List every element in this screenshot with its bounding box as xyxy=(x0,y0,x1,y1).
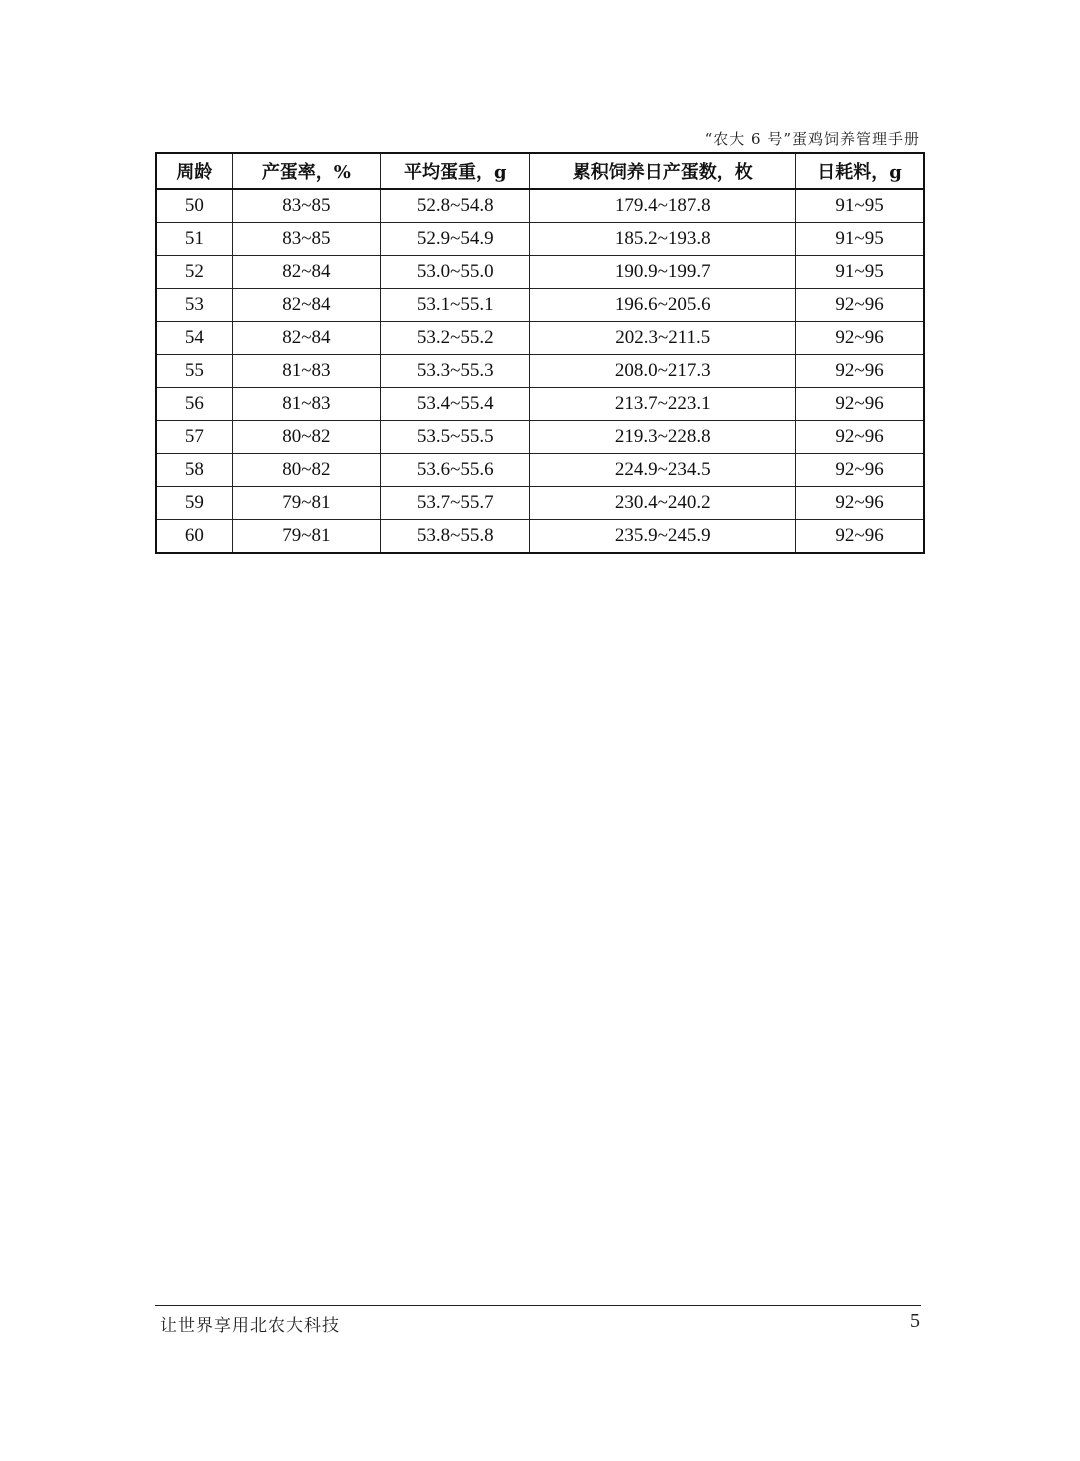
cell-laying-rate: 82~84 xyxy=(232,289,380,322)
table-header-row xyxy=(156,153,924,189)
footer-slogan: 让世界享用北农大科技 xyxy=(160,1316,340,1336)
cell-week-age: 51 xyxy=(156,223,232,256)
table-row xyxy=(156,322,924,355)
column-header-avg-egg-weight: 平均蛋重，g xyxy=(381,153,530,189)
table-row xyxy=(156,388,924,421)
cell-avg-egg-weight: 53.6~55.6 xyxy=(381,454,530,487)
cell-daily-feed: 91~95 xyxy=(796,189,924,223)
cell-laying-rate: 80~82 xyxy=(232,421,380,454)
cell-laying-rate: 81~83 xyxy=(232,388,380,421)
table-row xyxy=(156,223,924,256)
page-number: 5 xyxy=(910,1310,920,1332)
cell-week-age: 58 xyxy=(156,454,232,487)
table-row xyxy=(156,355,924,388)
cell-avg-egg-weight: 53.8~55.8 xyxy=(381,520,530,554)
table-row xyxy=(156,487,924,520)
cell-week-age: 52 xyxy=(156,256,232,289)
cell-avg-egg-weight: 52.9~54.9 xyxy=(381,223,530,256)
table-body xyxy=(156,189,924,553)
table-row xyxy=(156,189,924,223)
column-header-daily-feed: 日耗料，g xyxy=(796,153,924,189)
cell-cumulative-eggs: 185.2~193.8 xyxy=(530,223,796,256)
cell-laying-rate: 83~85 xyxy=(232,223,380,256)
cell-week-age: 59 xyxy=(156,487,232,520)
cell-week-age: 54 xyxy=(156,322,232,355)
cell-cumulative-eggs: 224.9~234.5 xyxy=(530,454,796,487)
footer-divider xyxy=(155,1305,921,1306)
column-header-laying-rate: 产蛋率，% xyxy=(232,153,380,189)
cell-cumulative-eggs: 219.3~228.8 xyxy=(530,421,796,454)
table-row xyxy=(156,256,924,289)
running-header-title: “农大 6 号”蛋鸡饲养管理手册 xyxy=(704,130,920,148)
cell-laying-rate: 79~81 xyxy=(232,487,380,520)
cell-laying-rate: 81~83 xyxy=(232,355,380,388)
cell-laying-rate: 79~81 xyxy=(232,520,380,554)
cell-avg-egg-weight: 53.3~55.3 xyxy=(381,355,530,388)
cell-week-age: 53 xyxy=(156,289,232,322)
production-performance-table xyxy=(155,152,925,554)
cell-cumulative-eggs: 202.3~211.5 xyxy=(530,322,796,355)
cell-daily-feed: 92~96 xyxy=(796,322,924,355)
cell-avg-egg-weight: 53.0~55.0 xyxy=(381,256,530,289)
cell-week-age: 56 xyxy=(156,388,232,421)
cell-laying-rate: 83~85 xyxy=(232,189,380,223)
cell-week-age: 60 xyxy=(156,520,232,554)
cell-daily-feed: 92~96 xyxy=(796,520,924,554)
table-row xyxy=(156,454,924,487)
cell-cumulative-eggs: 190.9~199.7 xyxy=(530,256,796,289)
cell-cumulative-eggs: 196.6~205.6 xyxy=(530,289,796,322)
cell-cumulative-eggs: 230.4~240.2 xyxy=(530,487,796,520)
cell-avg-egg-weight: 53.5~55.5 xyxy=(381,421,530,454)
cell-cumulative-eggs: 179.4~187.8 xyxy=(530,189,796,223)
cell-daily-feed: 92~96 xyxy=(796,454,924,487)
cell-laying-rate: 82~84 xyxy=(232,256,380,289)
cell-daily-feed: 91~95 xyxy=(796,256,924,289)
table-row xyxy=(156,520,924,554)
cell-avg-egg-weight: 53.7~55.7 xyxy=(381,487,530,520)
cell-daily-feed: 91~95 xyxy=(796,223,924,256)
cell-week-age: 55 xyxy=(156,355,232,388)
column-header-cumulative-eggs: 累积饲养日产蛋数，枚 xyxy=(530,153,796,189)
cell-avg-egg-weight: 53.2~55.2 xyxy=(381,322,530,355)
cell-daily-feed: 92~96 xyxy=(796,487,924,520)
cell-avg-egg-weight: 53.1~55.1 xyxy=(381,289,530,322)
column-header-week-age: 周龄 xyxy=(156,153,232,189)
table-row xyxy=(156,289,924,322)
cell-laying-rate: 82~84 xyxy=(232,322,380,355)
cell-avg-egg-weight: 52.8~54.8 xyxy=(381,189,530,223)
table-row xyxy=(156,421,924,454)
cell-daily-feed: 92~96 xyxy=(796,289,924,322)
cell-cumulative-eggs: 235.9~245.9 xyxy=(530,520,796,554)
cell-cumulative-eggs: 213.7~223.1 xyxy=(530,388,796,421)
cell-week-age: 57 xyxy=(156,421,232,454)
cell-daily-feed: 92~96 xyxy=(796,421,924,454)
cell-avg-egg-weight: 53.4~55.4 xyxy=(381,388,530,421)
cell-laying-rate: 80~82 xyxy=(232,454,380,487)
cell-daily-feed: 92~96 xyxy=(796,355,924,388)
cell-cumulative-eggs: 208.0~217.3 xyxy=(530,355,796,388)
cell-week-age: 50 xyxy=(156,189,232,223)
cell-daily-feed: 92~96 xyxy=(796,388,924,421)
